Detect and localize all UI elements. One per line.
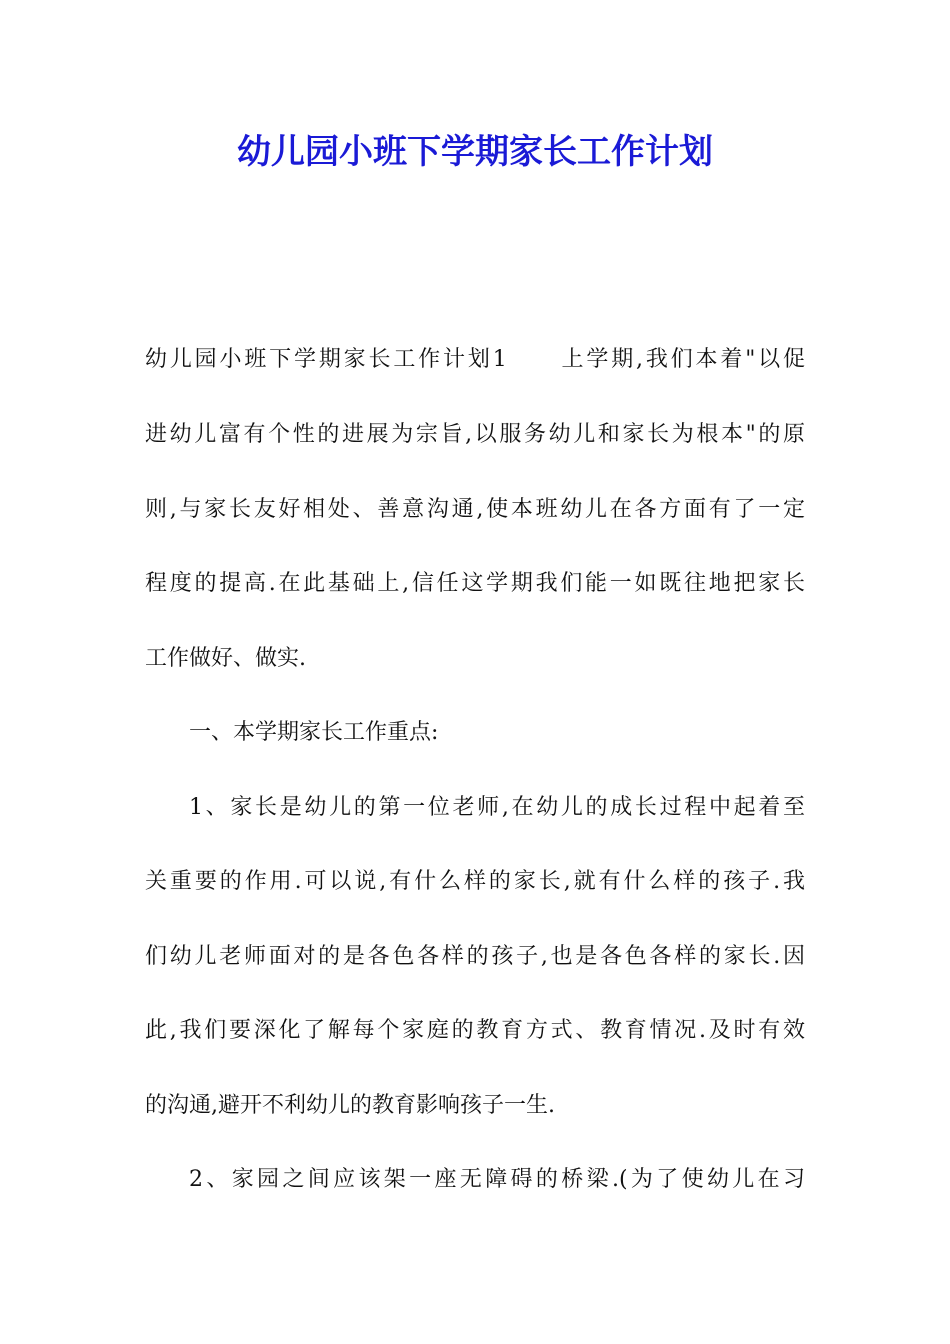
section-1-heading: 一、本学期家长工作重点: xyxy=(189,720,439,745)
document-title: 幼儿园小班下学期家长工作计划 xyxy=(237,132,713,172)
item-1-line-2: 关重要的作用.可以说,有什么样的家长,就有什么样的孩子.我 xyxy=(145,869,805,894)
item-1-line-3: 们幼儿老师面对的是各色各样的孩子,也是各色各样的家长.因 xyxy=(145,944,805,969)
intro-inline-heading: 幼儿园小班下学期家长工作计划1 xyxy=(145,347,507,372)
item-1-line-1: 1、家长是幼儿的第一位老师,在幼儿的成长过程中起着至 xyxy=(189,795,805,820)
intro-line-3: 则,与家长友好相处、善意沟通,使本班幼儿在各方面有了一定 xyxy=(145,497,805,522)
intro-line-5: 工作做好、做实. xyxy=(145,646,306,671)
intro-line-4: 程度的提高.在此基础上,信任这学期我们能一如既往地把家长 xyxy=(145,571,805,596)
item-1-line-4: 此,我们要深化了解每个家庭的教育方式、教育情况.及时有效 xyxy=(145,1018,805,1043)
intro-line-1-rest: 上学期,我们本着"以促 xyxy=(558,347,806,372)
item-1-line-5: 的沟通,避开不利幼儿的教育影响孩子一生. xyxy=(145,1093,555,1118)
intro-line-2: 进幼儿富有个性的进展为宗旨,以服务幼儿和家长为根本"的原 xyxy=(145,422,805,447)
item-2-line-1: 2、家园之间应该架一座无障碍的桥梁.(为了使幼儿在习 xyxy=(189,1167,805,1192)
intro-line-1 xyxy=(145,343,805,377)
